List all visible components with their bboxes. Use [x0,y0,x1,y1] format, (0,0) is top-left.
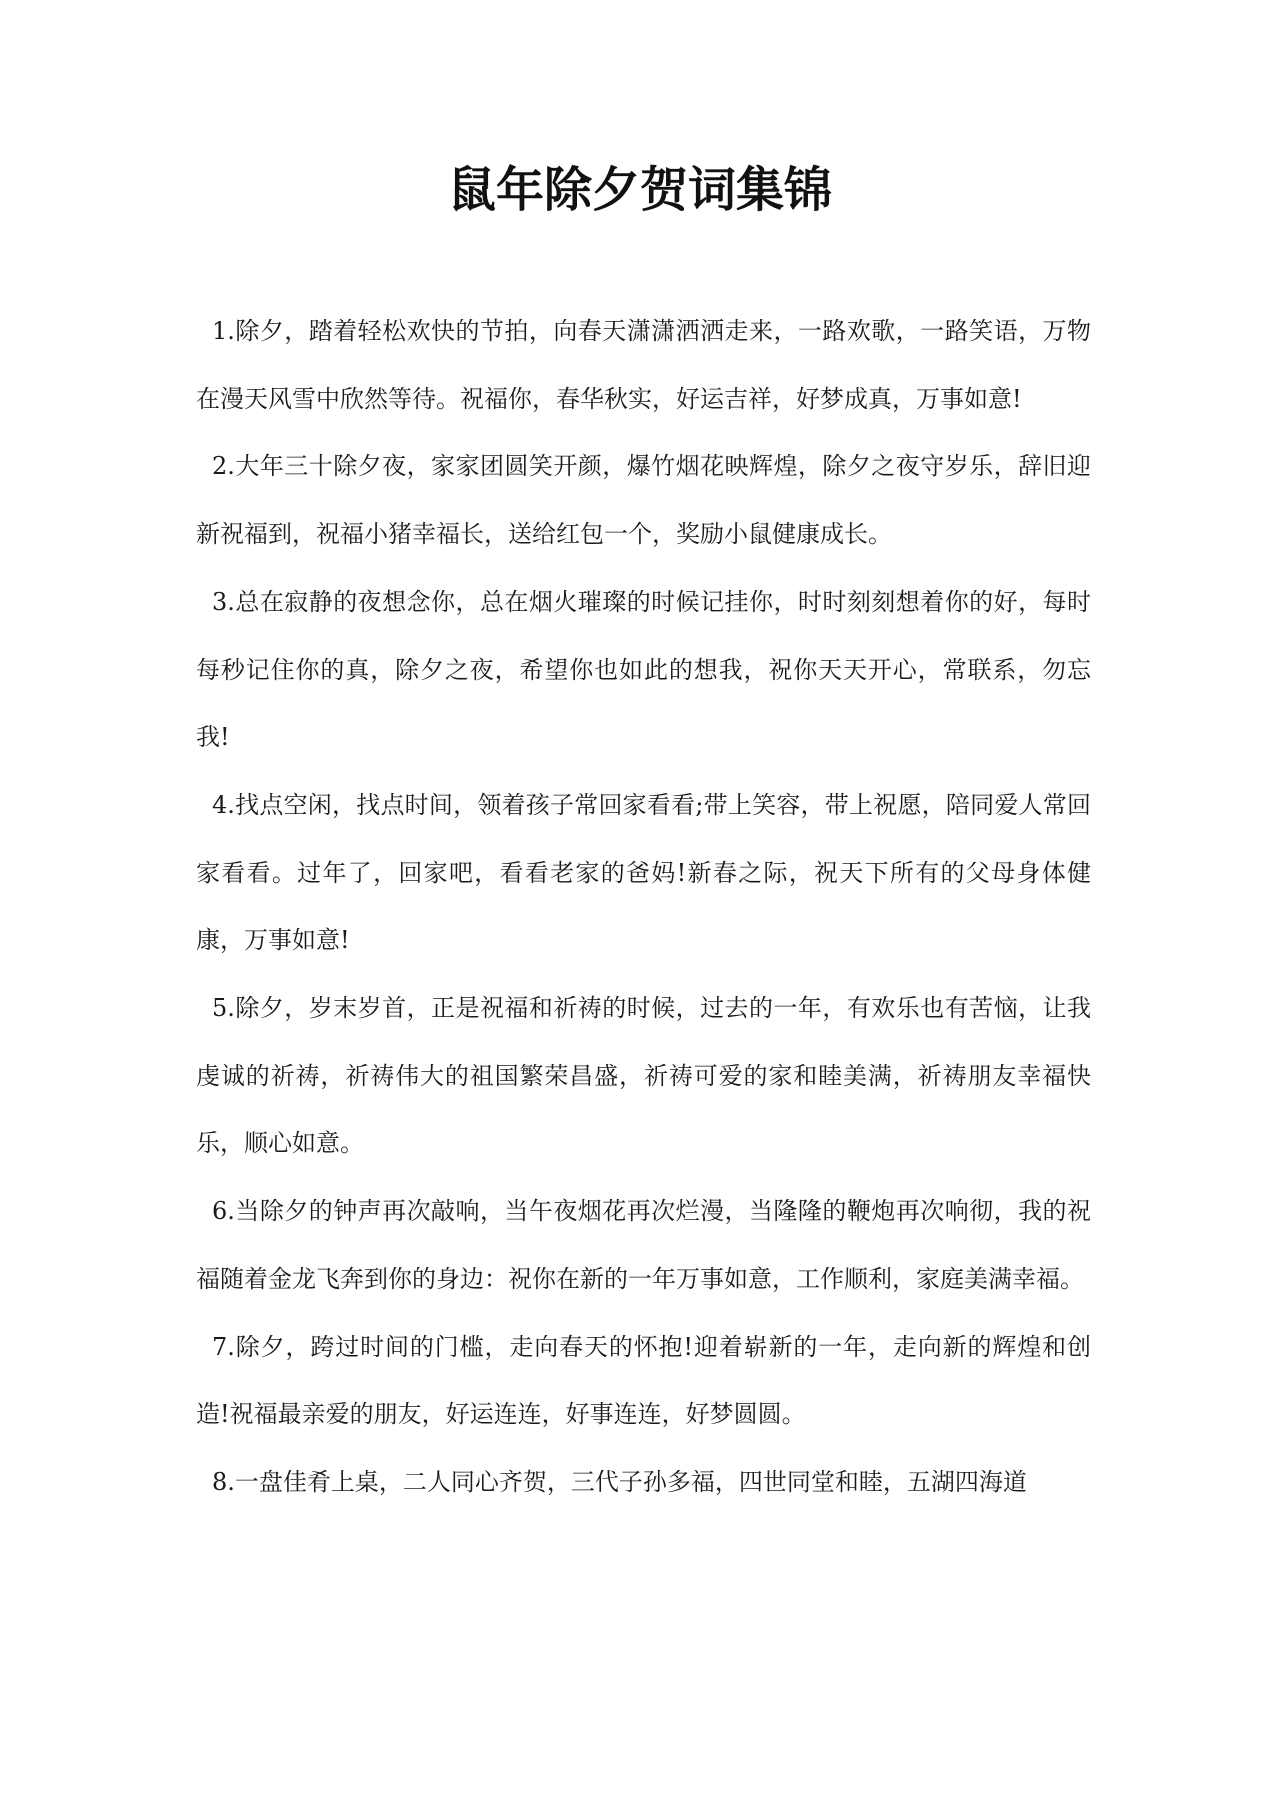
paragraph-4: 4.找点空闲，找点时间，领着孩子常回家看看;带上笑容，带上祝愿，陪同爱人常回家看看。过年了，回家吧，看看老家的爸妈!新春之际，祝天下所有的父母身体健康，万事如意! [196,790,1091,955]
paragraph-7: 7.除夕，跨过时间的门槛，走向春天的怀抱!迎着崭新的一年，走向新的辉煌和创造!祝福最亲爱的朋友，好运连连，好事连连，好梦圆圆。 [196,1332,1091,1429]
paragraph-1: 1.除夕，踏着轻松欢快的节拍，向春天潇潇洒洒走来，一路欢歌，一路笑语，万物在漫天风雪中欣然等待。祝福你，春华秋实，好运吉祥，好梦成真，万事如意! [196,317,1091,413]
paragraph-6: 6.当除夕的钟声再次敲响，当午夜烟花再次烂漫，当隆隆的鞭炮再次响彻，我的祝福随着金龙飞奔到你的身边：祝你在新的一年万事如意，工作顺利，家庭美满幸福。 [196,1197,1091,1293]
paragraph-8: 8.一盘佳肴上桌，二人同心齐贺，三代子孙多福，四世同堂和睦，五湖四海道 [212,1467,1027,1496]
document-title: 鼠年除夕贺词集锦 [447,162,832,218]
paragraph-2: 2.大年三十除夕夜，家家团圆笑开颜，爆竹烟花映辉煌，除夕之夜守岁乐，辞旧迎新祝福到，祝福小猪幸福长，送给红包一个，奖励小鼠健康成长。 [196,452,1091,549]
paragraph-5: 5.除夕，岁末岁首，正是祝福和祈祷的时候，过去的一年，有欢乐也有苦恼，让我虔诚的祈祷，祈祷伟大的祖国繁荣昌盛，祈祷可爱的家和睦美满，祈祷朋友幸福快乐，顺心如意。 [196,994,1091,1158]
paragraph-3: 3.总在寂静的夜想念你，总在烟火璀璨的时候记挂你，时时刻刻想着你的好，每时每秒记住你的真，除夕之夜，希望你也如此的想我，祝你天天开心，常联系，勿忘我! [196,587,1091,752]
document-body [196,298,1091,1517]
